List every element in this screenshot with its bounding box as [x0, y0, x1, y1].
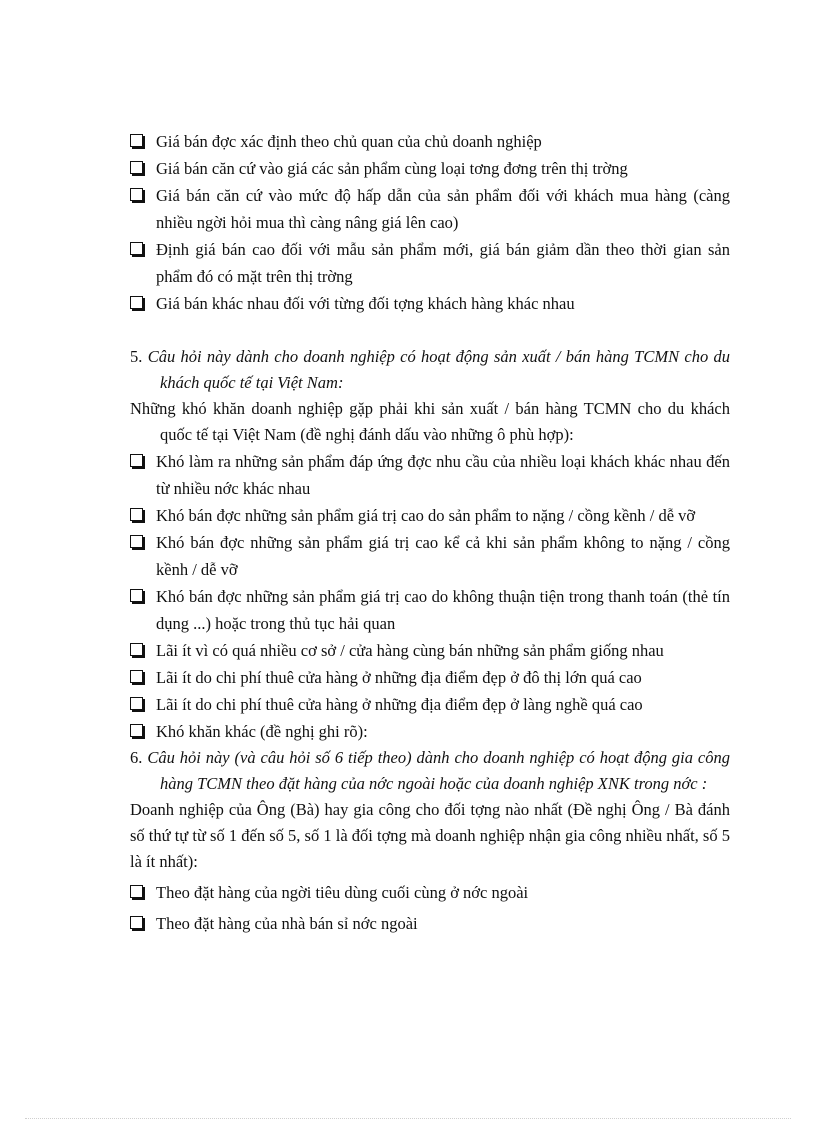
checkbox-icon[interactable] [130, 724, 143, 737]
checkbox-icon[interactable] [130, 188, 143, 201]
question-5-heading: 5. Câu hỏi này dành cho doanh nghiệp có hoạt động sản xuất / bán hàng TCMN cho du khách quốc tế tại Việt Nam: [130, 347, 730, 392]
outsourcing-option[interactable]: Theo đặt hàng của ngời tiêu dùng cuối cùng ở nớc ngoài [130, 879, 730, 906]
checkbox-icon[interactable] [130, 296, 143, 309]
checkbox-icon[interactable] [130, 454, 143, 467]
difficulty-option-other[interactable]: Khó khăn khác (đề nghị ghi rõ): [130, 718, 730, 745]
question-6-intro: Doanh nghiệp của Ông (Bà) hay gia công cho đối tợng nào nhất (Đề nghị Ông / Bà đánh số thứ tự từ số 1 đến số 5, số 1 là đối tợng mà doanh nghiệp nhận gia công nhiều nhất, số 5 là ít nhất): [130, 800, 730, 871]
difficulty-option[interactable]: Lãi ít do chi phí thuê cửa hàng ở những địa điểm đẹp ở đô thị lớn quá cao [130, 664, 730, 691]
checkbox-icon[interactable] [130, 697, 143, 710]
difficulty-option[interactable]: Khó làm ra những sản phẩm đáp ứng đợc nhu cầu của nhiều loại khách khác nhau đến từ nhiều nớc khác nhau [130, 448, 730, 502]
checkbox-icon[interactable] [130, 242, 143, 255]
checkbox-icon[interactable] [130, 161, 143, 174]
outsourcing-options [130, 879, 730, 937]
difficulty-option[interactable]: Lãi ít vì có quá nhiều cơ sở / cửa hàng cùng bán những sản phẩm giống nhau [130, 637, 730, 664]
checkbox-icon[interactable] [130, 670, 143, 683]
difficulty-option[interactable]: Lãi ít do chi phí thuê cửa hàng ở những địa điểm đẹp ở làng nghề quá cao [130, 691, 730, 718]
difficulty-options [130, 448, 730, 745]
checkbox-icon[interactable] [130, 643, 143, 656]
question-5-intro: Những khó khăn doanh nghiệp gặp phải khi sản xuất / bán hàng TCMN cho du khách quốc tế tại Việt Nam (đề nghị đánh dấu vào những ô phù hợp): [130, 399, 730, 444]
question-6-heading: 6. Câu hỏi này (và câu hỏi số 6 tiếp theo) dành cho doanh nghiệp có hoạt động gia công hàng TCMN theo đặt hàng của nớc ngoài hoặc của doanh nghiệp XNK trong nớc : [130, 748, 730, 793]
checkbox-icon[interactable] [130, 508, 143, 521]
checkbox-icon[interactable] [130, 916, 143, 929]
pricing-option[interactable]: Giá bán khác nhau đối với từng đối tợng khách hàng khác nhau [130, 290, 730, 317]
difficulty-option[interactable]: Khó bán đợc những sản phẩm giá trị cao do không thuận tiện trong thanh toán (thẻ tín dụng ...) hoặc trong thủ tục hải quan [130, 583, 730, 637]
checkbox-icon[interactable] [130, 535, 143, 548]
outsourcing-option[interactable]: Theo đặt hàng của nhà bán sỉ nớc ngoài [130, 910, 730, 937]
checkbox-icon[interactable] [130, 589, 143, 602]
pricing-option[interactable]: Giá bán căn cứ vào mức độ hấp dẫn của sản phẩm đối với khách mua hàng (càng nhiều ngời hỏi mua thì càng nâng giá lên cao) [130, 182, 730, 236]
pricing-option[interactable]: Giá bán đợc xác định theo chủ quan của chủ doanh nghiệp [130, 128, 730, 155]
pricing-option[interactable]: Giá bán căn cứ vào giá các sản phẩm cùng loại tơng đơng trên thị trờng [130, 155, 730, 182]
checkbox-icon[interactable] [130, 885, 143, 898]
pricing-option[interactable]: Định giá bán cao đối với mẫu sản phẩm mới, giá bán giảm dần theo thời gian sản phẩm đó có mặt trên thị trờng [130, 236, 730, 290]
page-bottom-divider [25, 1118, 791, 1119]
survey-page [130, 128, 730, 937]
difficulty-option[interactable]: Khó bán đợc những sản phẩm giá trị cao kể cả khi sản phẩm không to nặng / cồng kềnh / dễ vỡ [130, 529, 730, 583]
pricing-options [130, 128, 730, 317]
checkbox-icon[interactable] [130, 134, 143, 147]
difficulty-option[interactable]: Khó bán đợc những sản phẩm giá trị cao do sản phẩm to nặng / cồng kềnh / dễ vỡ [130, 502, 730, 529]
